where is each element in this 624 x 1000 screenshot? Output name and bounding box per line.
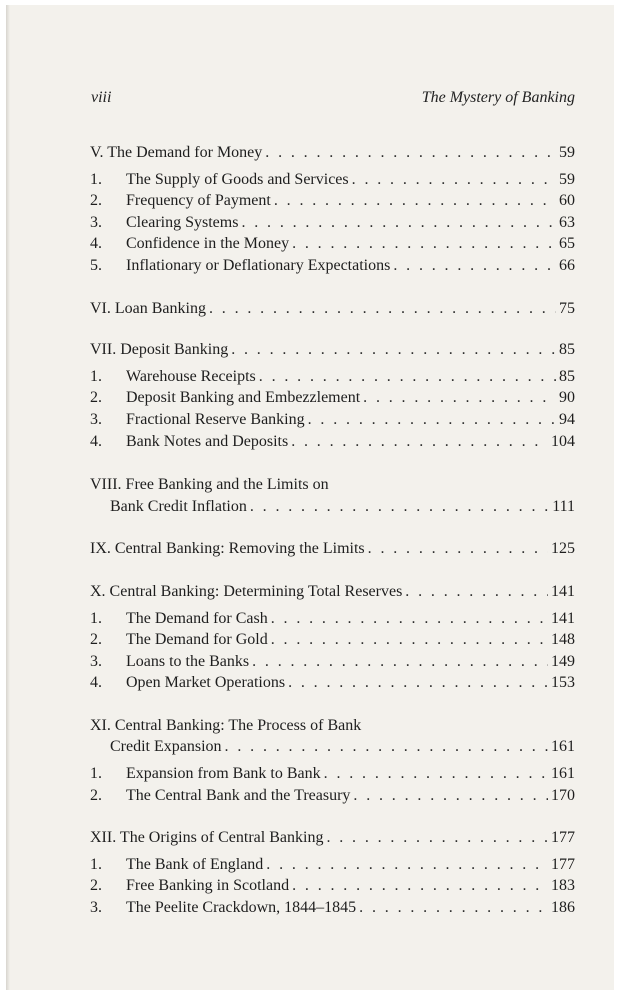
section-number: 3. <box>90 899 102 917</box>
section-title: Expansion from Bank to Bank <box>126 765 321 783</box>
chapter-title: V. The Demand for Money <box>90 144 263 161</box>
section-list <box>90 854 575 919</box>
section-entry <box>90 212 575 234</box>
section-number: 3. <box>90 410 102 428</box>
leader-dots <box>271 608 548 630</box>
section-page: 141 <box>551 609 575 627</box>
section-page: 186 <box>551 899 575 917</box>
chapter-title: VII. Deposit Banking <box>90 341 229 359</box>
leader-dots <box>405 581 548 603</box>
leader-dots <box>259 366 556 388</box>
chapter-title-line-2: Bank Credit Inflation <box>110 497 247 515</box>
section-title: Free Banking in Scotland <box>126 877 290 895</box>
leader-dots <box>225 736 548 758</box>
section-title: Clearing Systems <box>126 213 239 231</box>
section-list <box>90 169 575 277</box>
chapter-page: 125 <box>551 540 575 558</box>
section-entry <box>90 169 575 191</box>
leader-dots <box>324 763 548 785</box>
section-entry <box>90 366 575 388</box>
section-title: The Demand for Cash <box>126 609 268 627</box>
section-entry <box>90 255 575 277</box>
leader-dots <box>250 496 549 518</box>
section-title: The Supply of Goods and Services <box>126 170 349 188</box>
leader-dots <box>288 672 548 694</box>
leader-dots <box>353 785 548 807</box>
chapter-ix <box>90 538 575 560</box>
section-title: Deposit Banking and Embezzlement <box>126 389 361 407</box>
section-entry <box>90 409 575 431</box>
book-page <box>6 5 614 990</box>
section-entry <box>90 785 575 807</box>
section-number: 1. <box>90 765 102 783</box>
chapter-xii <box>90 827 575 918</box>
section-number: 1. <box>90 170 102 188</box>
section-entry <box>90 233 575 255</box>
section-number: 1. <box>90 855 102 873</box>
chapter-title-line-2: Credit Expansion <box>110 738 222 756</box>
chapter-page: 85 <box>559 341 575 359</box>
section-title: The Bank of England <box>126 855 264 873</box>
page-edge-shadow <box>6 5 10 990</box>
section-entry <box>90 854 575 876</box>
section-entry <box>90 875 575 897</box>
leader-dots <box>326 827 548 849</box>
chapter-vii <box>90 339 575 452</box>
section-entry <box>90 672 575 694</box>
section-title: Bank Notes and Deposits <box>126 432 289 450</box>
leader-dots <box>241 212 556 234</box>
leader-dots <box>266 854 548 876</box>
section-page: 94 <box>559 410 575 428</box>
section-page: 65 <box>559 235 575 253</box>
section-page: 90 <box>559 389 575 407</box>
chapter-heading <box>90 496 575 518</box>
section-title: Fractional Reserve Banking <box>126 410 305 428</box>
section-list <box>90 608 575 694</box>
table-of-contents <box>90 142 575 929</box>
chapter-page: 59 <box>559 144 575 161</box>
section-number: 2. <box>90 877 102 895</box>
leader-dots <box>368 538 548 560</box>
section-number: 3. <box>90 652 102 670</box>
chapter-page: 111 <box>552 497 575 515</box>
section-page: 60 <box>559 192 575 210</box>
leader-dots <box>292 233 556 255</box>
leader-dots <box>363 387 556 409</box>
chapter-title-line-1: XI. Central Banking: The Process of Bank <box>90 716 362 734</box>
section-number: 5. <box>90 256 102 274</box>
chapter-heading <box>90 142 575 164</box>
section-number: 2. <box>90 786 102 804</box>
section-number: 3. <box>90 213 102 231</box>
leader-dots <box>274 190 556 212</box>
section-number: 1. <box>90 609 102 627</box>
section-page: 183 <box>551 877 575 895</box>
section-entry <box>90 387 575 409</box>
section-title: Open Market Operations <box>126 674 286 692</box>
section-number: 2. <box>90 389 102 407</box>
section-number: 2. <box>90 631 102 649</box>
chapter-page: 177 <box>551 829 575 847</box>
chapter-heading <box>90 298 575 320</box>
section-page: 63 <box>559 213 575 231</box>
section-number: 4. <box>90 432 102 450</box>
section-list <box>90 763 575 806</box>
leader-dots <box>292 875 548 897</box>
chapter-page: 141 <box>551 582 575 600</box>
section-page: 104 <box>551 432 575 450</box>
chapter-page: 75 <box>559 299 575 317</box>
section-number: 2. <box>90 192 102 210</box>
leader-dots <box>271 629 548 651</box>
section-entry <box>90 608 575 630</box>
chapter-viii <box>90 474 575 517</box>
leader-dots <box>231 339 556 361</box>
section-number: 1. <box>90 367 102 385</box>
section-title: Warehouse Receipts <box>126 367 256 385</box>
section-title: Inflationary or Deflationary Expectations <box>126 256 391 274</box>
section-page: 149 <box>551 652 575 670</box>
section-page: 177 <box>551 855 575 873</box>
leader-dots <box>393 255 556 277</box>
section-page: 170 <box>551 786 575 804</box>
leader-dots <box>308 409 556 431</box>
section-title: Frequency of Payment <box>126 192 271 210</box>
section-number: 4. <box>90 674 102 692</box>
chapter-heading <box>90 538 575 560</box>
chapter-heading <box>90 339 575 361</box>
book-title: The Mystery of Banking <box>421 89 575 106</box>
chapter-heading <box>90 736 575 758</box>
leader-dots <box>209 298 556 320</box>
chapter-title: IX. Central Banking: Removing the Limits <box>90 540 365 558</box>
section-page: 85 <box>559 367 575 385</box>
section-page: 66 <box>559 256 575 274</box>
chapter-x <box>90 581 575 694</box>
chapter-title-line-1: VIII. Free Banking and the Limits on <box>90 476 329 494</box>
chapter-vi <box>90 298 575 320</box>
chapter-heading <box>90 581 575 603</box>
leader-dots <box>291 431 548 453</box>
section-entry <box>90 897 575 919</box>
leader-dots <box>359 897 548 919</box>
chapter-title: XII. The Origins of Central Banking <box>90 829 324 847</box>
section-title: The Demand for Gold <box>126 631 268 649</box>
section-entry <box>90 763 575 785</box>
chapter-title: VI. Loan Banking <box>90 299 206 317</box>
section-entry <box>90 431 575 453</box>
leader-dots <box>265 142 556 164</box>
page-number: viii <box>91 89 112 106</box>
chapter-page: 161 <box>551 738 575 756</box>
section-title: The Central Bank and the Treasury <box>126 786 351 804</box>
running-header <box>91 89 575 107</box>
section-title: The Peelite Crackdown, 1844–1845 <box>126 899 357 917</box>
section-entry <box>90 190 575 212</box>
section-page: 148 <box>551 631 575 649</box>
leader-dots <box>252 651 548 673</box>
section-title: Loans to the Banks <box>126 652 250 670</box>
section-page: 161 <box>551 765 575 783</box>
section-title: Confidence in the Money <box>126 235 290 253</box>
leader-dots <box>352 169 556 191</box>
chapter-heading <box>90 827 575 849</box>
section-list <box>90 366 575 452</box>
chapter-xi <box>90 715 575 806</box>
chapter-v <box>90 142 575 277</box>
section-number: 4. <box>90 235 102 253</box>
section-entry <box>90 629 575 651</box>
section-entry <box>90 651 575 673</box>
section-page: 59 <box>559 170 575 188</box>
chapter-title: X. Central Banking: Determining Total Reserves <box>90 582 403 600</box>
section-page: 153 <box>551 674 575 692</box>
